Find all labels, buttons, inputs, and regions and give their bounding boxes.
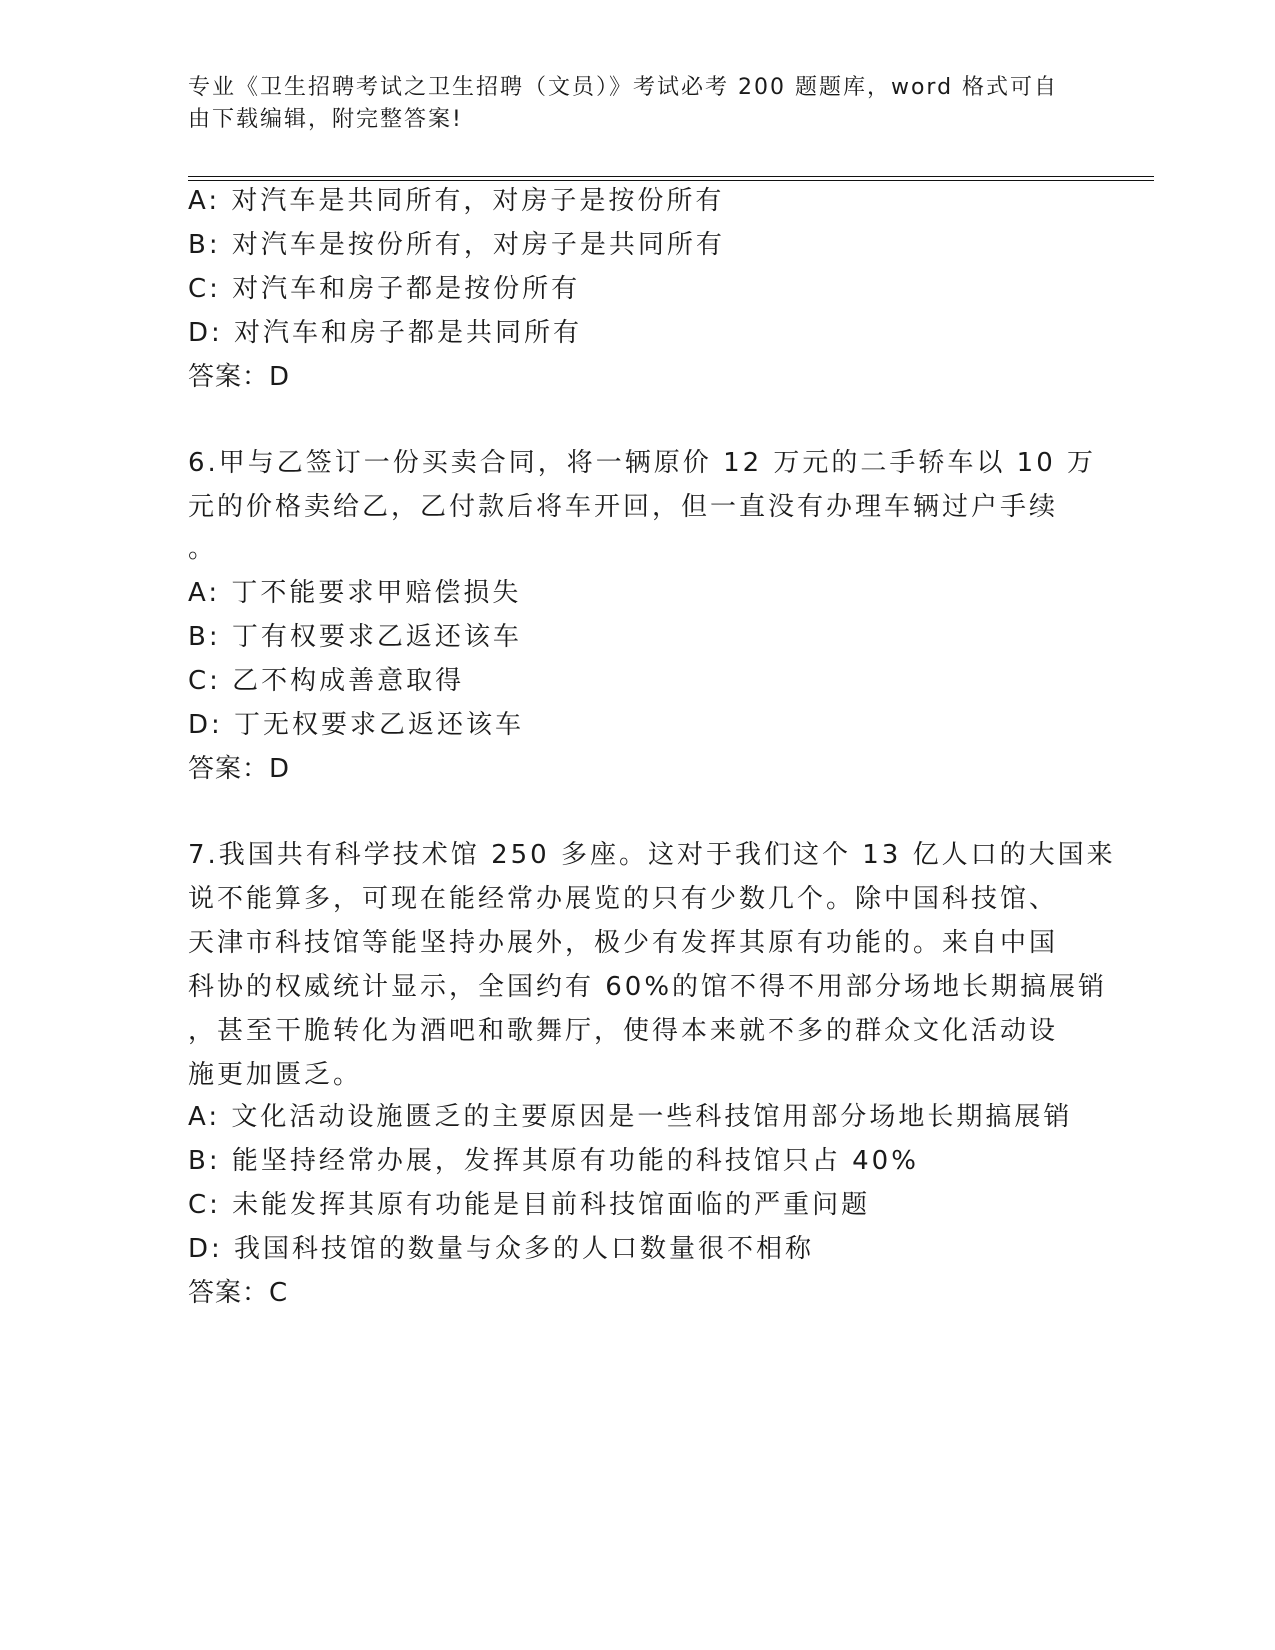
q6-option-b: B: 丁有权要求乙返还该车 [188,622,522,652]
q6-stem-line-2: 元的价格卖给乙，乙付款后将车开回，但一直没有办理车辆过户手续 [188,492,1059,522]
q6-stem-line-1: 6.甲与乙签订一份买卖合同，将一辆原价 12 万元的二手轿车以 10 万 [188,448,1097,478]
q5-option-a: A: 对汽车是共同所有，对房子是按份所有 [188,186,725,216]
q7-stem-line-6: 施更加匮乏。 [188,1060,363,1090]
q5-option-b: B: 对汽车是按份所有，对房子是共同所有 [188,230,725,260]
q6-option-c: C: 乙不构成善意取得 [188,666,465,696]
header-title-line-2: 由下载编辑，附完整答案! [188,107,463,132]
q7-answer: 答案：C [188,1278,289,1308]
q7-option-b: B: 能坚持经常办展，发挥其原有功能的科技馆只占 40% [188,1146,919,1176]
q6-answer: 答案：D [188,754,291,784]
q7-stem-line-1: 7.我国共有科学技术馆 250 多座。这对于我们这个 13 亿人口的大国来 [188,840,1116,870]
q7-stem-line-3: 天津市科技馆等能坚持办展外，极少有发挥其原有功能的。来自中国 [188,928,1059,958]
q7-option-a: A: 文化活动设施匮乏的主要原因是一些科技馆用部分场地长期搞展销 [188,1102,1073,1132]
q7-stem-line-4: 科协的权威统计显示，全国约有 60%的馆不得不用部分场地长期搞展销 [188,972,1108,1002]
q7-option-c: C: 未能发挥其原有功能是目前科技馆面临的严重问题 [188,1190,871,1220]
q5-option-c: C: 对汽车和房子都是按份所有 [188,274,581,304]
header-divider [188,176,1154,181]
q5-option-d: D: 对汽车和房子都是共同所有 [188,318,583,348]
q7-stem-line-2: 说不能算多，可现在能经常办展览的只有少数几个。除中国科技馆、 [188,884,1059,914]
q7-option-d: D: 我国科技馆的数量与众多的人口数量很不相称 [188,1234,815,1264]
q6-option-d: D: 丁无权要求乙返还该车 [188,710,525,740]
document-header [188,72,1068,136]
header-title-line-1: 专业《卫生招聘考试之卫生招聘（文员）》考试必考 200 题题库，word 格式可自 [188,75,1059,100]
q7-stem-line-5: ，甚至干脆转化为酒吧和歌舞厅，使得本来就不多的群众文化活动设 [188,1016,1059,1046]
q5-answer: 答案：D [188,362,291,392]
q6-option-a: A: 丁不能要求甲赔偿损失 [188,578,522,608]
q6-stem-line-3: 。 [188,534,218,564]
